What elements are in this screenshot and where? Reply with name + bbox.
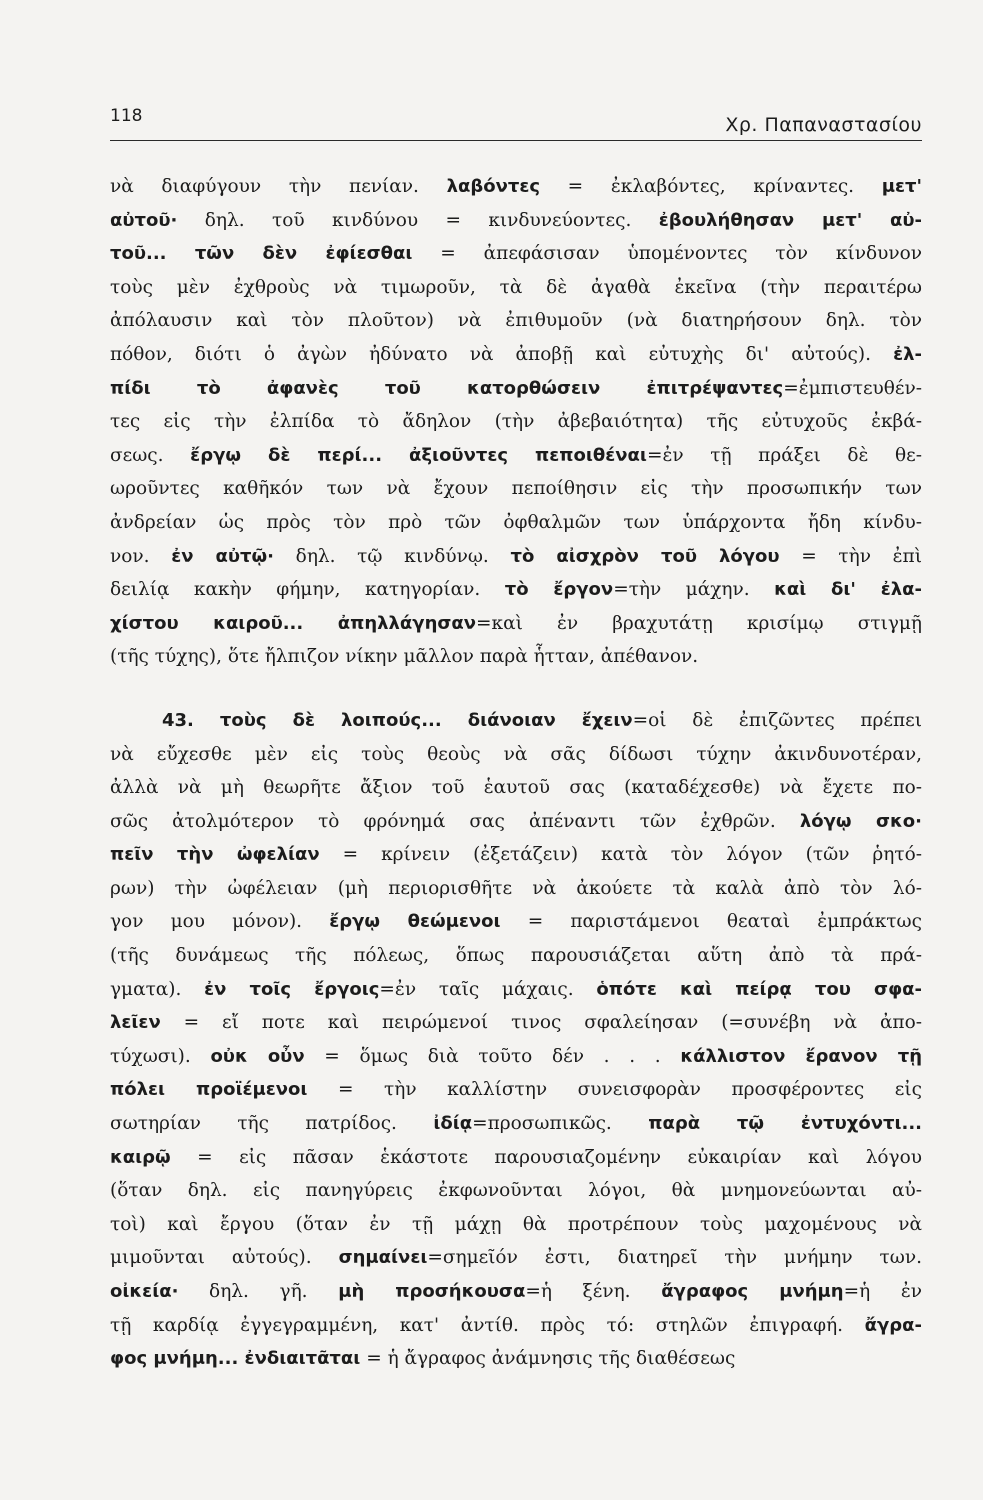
lemma-bold: 43. τοὺς δὲ λοιπούς... διάνοιαν ἔχειν [162, 709, 633, 731]
gloss-text: = εἰς πᾶσαν ἑκάστοτε παρουσιαζομένην εὐκαιρίαν καὶ λόγου [170, 1146, 922, 1168]
gloss-text: νὰ εὔχεσθε μὲν εἰς τοὺς θεοὺς νὰ σᾶς δίδωσι τύχην ἀκινδυνοτέραν, [110, 743, 922, 765]
lemma-bold: ἔργῳ δὲ περί... ἀξιοῦντες πεποιθέναι [190, 444, 647, 466]
lemma-bold: σημαίνει [338, 1247, 428, 1269]
lemma-bold: λαβόντες [446, 176, 541, 197]
text-line [110, 338, 922, 372]
gloss-text: σῶς ἀτολμότερον τὸ φρόνημά σας ἀπέναντι τῶν ἐχθρῶν. [110, 810, 800, 832]
text-line [110, 1141, 922, 1175]
lemma-bold: ὁπότε καὶ πείρᾳ του σφα- [596, 978, 922, 1000]
lemma-bold: λεῖεν [110, 1012, 161, 1034]
lemma-bold: οὐκ οὖν [210, 1045, 305, 1067]
lemma-bold: πίδι τὸ ἀφανὲς τοῦ κατορθώσειν ἐπιτρέψαντες [110, 377, 784, 399]
text-line [110, 372, 922, 406]
text-line [110, 1040, 922, 1074]
gloss-text: ἀνδρείαν ὡς πρὸς τὸν πρὸ τῶν ὀφθαλμῶν των ὑπάρχοντα ἤδη κίνδυ- [110, 511, 922, 533]
lemma-bold: τὸ ἔργον [504, 579, 614, 601]
gloss-text: ἀπόλαυσιν καὶ τὸν πλοῦτον) νὰ ἐπιθυμοῦν (νὰ διατηρήσουν δηλ. τὸν [110, 310, 922, 332]
gloss-text: =ἐν τῇ πράξει δὲ θε- [646, 444, 922, 466]
text-line [110, 506, 922, 540]
gloss-text: (ὅταν δηλ. εἰς πανηγύρεις ἐκφωνοῦνται λόγοι, θὰ μνημονεύωνται αὐ- [110, 1180, 922, 1202]
lemma-bold: αὐτοῦ· [110, 209, 178, 231]
gloss-text: δειλίᾳ κακὴν φήμην, κατηγορίαν. [110, 579, 505, 601]
gloss-text: = ἐκλαβόντες, κρίναντες. [540, 176, 882, 197]
gloss-text: = ἀπεφάσισαν ὑπομένοντες τὸν κίνδυνον [412, 243, 922, 265]
lemma-bold: ἐβουλήθησαν μετ' αὐ- [658, 209, 922, 231]
gloss-text: σωτηρίαν τῆς πατρίδος. [110, 1113, 434, 1135]
gloss-text: δηλ. τοῦ κινδύνου = κινδυνεύοντες. [177, 209, 659, 231]
text-line [110, 905, 922, 939]
text-line [110, 771, 922, 805]
text-line [110, 872, 922, 906]
lemma-bold: οἰκεία· [110, 1281, 179, 1302]
gloss-text: δηλ. γῆ. [178, 1281, 339, 1302]
text-line [110, 170, 922, 204]
lemma-bold: ἐν αὐτῷ· [171, 545, 275, 567]
gloss-text: =ἐν ταῖς μάχαις. [379, 978, 597, 1000]
page-header [110, 100, 922, 141]
gloss-text: (τῆς δυνάμεως τῆς πόλεως, ὅπως παρουσιάζεται αὕτη ἀπὸ τὰ πρά- [110, 945, 922, 967]
gloss-text: =ἐμπιστευθέν- [783, 377, 922, 399]
lemma-bold: καὶ δι' ἐλα- [774, 579, 922, 601]
gloss-text: πόθον, διότι ὁ ἀγὼν ἠδύνατο νὰ ἀποβῇ καὶ εὐτυχὴς δι' αὐτούς). [110, 343, 894, 365]
lemma-bold: χίστου καιροῦ... ἀπηλλάγησαν [110, 612, 477, 634]
gloss-text: σεως. [110, 444, 191, 466]
text-line [110, 304, 922, 338]
gloss-text: =οἱ δὲ ἐπιζῶντες πρέπει [632, 709, 922, 731]
text-line [110, 738, 922, 772]
gloss-text: γματα). [110, 978, 205, 1000]
text-line [110, 1073, 922, 1107]
gloss-text: = ἡ ἄγραφος ἀνάμνησις τῆς διαθέσεως [360, 1348, 736, 1370]
text-line [110, 805, 922, 839]
gloss-text: ρων) τὴν ὠφέλειαν (μὴ περιορισθῆτε νὰ ἀκούετε τὰ καλὰ ἀπὸ τὸν λό- [110, 877, 922, 899]
gloss-text: = εἴ ποτε καὶ πειρώμενοί τινος σφαλείησαν (=συνέβη νὰ ἀπο- [160, 1012, 922, 1034]
lemma-bold: φος μνήμη... ἐνδιαιτᾶται [110, 1348, 361, 1370]
text-line [110, 1174, 922, 1208]
text-line [110, 973, 922, 1007]
text-line [110, 204, 922, 238]
gloss-text: =ἡ ἐν [843, 1281, 922, 1302]
gloss-text: =τὴν μάχην. [613, 579, 775, 601]
gloss-text: μιμοῦνται αὐτούς). [110, 1247, 339, 1269]
gloss-text: =σημεῖόν ἐστι, διατηρεῖ τὴν μνήμην των. [427, 1247, 922, 1269]
text-line [110, 1275, 922, 1309]
lemma-bold: ἄγρα- [864, 1314, 922, 1336]
text-line [110, 1309, 922, 1343]
text-line [110, 1107, 922, 1141]
lemma-bold: ἔργῳ θεώμενοι [329, 911, 501, 933]
text-line [110, 405, 922, 439]
text-line [110, 540, 922, 574]
text-line [110, 472, 922, 506]
gloss-text: = ὅμως διὰ τοῦτο δέν . . . [304, 1045, 681, 1067]
lemma-bold: τὸ αἰσχρὸν τοῦ λόγου [510, 545, 780, 567]
text-line [110, 607, 922, 641]
gloss-text: = τὴν ἐπὶ [779, 545, 922, 567]
gloss-text: =ἡ ξένη. [525, 1281, 662, 1302]
lemma-bold: λόγῳ σκο· [799, 810, 922, 832]
gloss-text: γον μου μόνον). [110, 911, 330, 933]
gloss-text: = παριστάμενοι θεαταὶ ἐμπράκτως [500, 911, 922, 933]
gloss-text: δηλ. τῷ κινδύνῳ. [274, 545, 511, 567]
text-line [110, 640, 922, 674]
gloss-text: τοὺς μὲν ἐχθροὺς νὰ τιμωροῦν, τὰ δὲ ἀγαθὰ ἐκεῖνα (τὴν περαιτέρω [110, 276, 922, 298]
gloss-text: τοὶ) καὶ ἔργου (ὅταν ἐν τῇ μάχῃ θὰ προτρέπουν τοὺς μαχομένους νὰ [110, 1213, 922, 1235]
lemma-bold: ἰδίᾳ [433, 1113, 473, 1135]
lemma-bold: πεῖν τὴν ὠφελίαν [110, 844, 320, 866]
text-line [110, 1342, 922, 1376]
lemma-bold: παρὰ τῷ ἐντυχόντι... [648, 1113, 922, 1135]
lemma-bold: ἐλ- [893, 343, 922, 365]
text-line [110, 1241, 922, 1275]
gloss-text: τῇ καρδίᾳ ἐγγεγραμμένη, κατ' ἀντίθ. πρὸς τό: στηλῶν ἐπιγραφή. [110, 1314, 865, 1336]
lemma-bold: πόλει προϊέμενοι [110, 1079, 308, 1101]
lemma-bold: μὴ προσήκουσα [338, 1281, 526, 1302]
lemma-bold: ἐν τοῖς ἔργοις [204, 978, 380, 1000]
gloss-text: = κρίνειν (ἐξετάζειν) κατὰ τὸν λόγον (τῶν ῥητό- [319, 844, 922, 866]
gloss-text: νον. [110, 545, 172, 567]
lemma-bold: κάλλιστον ἔρανον τῇ [680, 1045, 922, 1067]
lemma-bold: μετ' [881, 176, 922, 197]
text-line [110, 439, 922, 473]
gloss-text: ωροῦντες καθῆκόν των νὰ ἔχουν πεποίθησιν εἰς τὴν προσωπικήν των [110, 478, 922, 500]
paragraph-gap [110, 674, 922, 704]
text-line [110, 939, 922, 973]
text-line [110, 573, 922, 607]
commentary-text [110, 170, 922, 1376]
gloss-text: τύχωσι). [110, 1045, 211, 1067]
text-line [110, 237, 922, 271]
gloss-text: (τῆς τύχης), ὅτε ἤλπιζον νίκην μᾶλλον παρὰ ἧτταν, ἀπέθανον. [110, 646, 699, 668]
gloss-text: =καὶ ἐν βραχυτάτῃ κρισίμῳ στιγμῇ [476, 612, 922, 634]
page-number: 118 [110, 106, 143, 126]
lemma-bold: ἄγραφος μνήμη [661, 1281, 844, 1302]
text-line [110, 1208, 922, 1242]
text-line [110, 704, 922, 738]
text-line [110, 838, 922, 872]
lemma-bold: τοῦ... τῶν δὲν ἐφίεσθαι [110, 243, 413, 265]
gloss-text: = τὴν καλλίστην συνεισφορὰν προσφέροντες εἰς [307, 1079, 922, 1101]
gloss-text: τες εἰς τὴν ἐλπίδα τὸ ἄδηλον (τὴν ἀβεβαιότητα) τῆς εὐτυχοῦς ἐκβά- [110, 411, 922, 433]
gloss-text: =προσωπικῶς. [472, 1113, 649, 1135]
gloss-text: ἀλλὰ νὰ μὴ θεωρῆτε ἄξιον τοῦ ἑαυτοῦ σας (καταδέχεσθε) νὰ ἔχετε πο- [110, 777, 922, 799]
running-head: Χρ. Παπαναστασίου [725, 114, 922, 136]
lemma-bold: καιρῷ [110, 1146, 171, 1168]
text-line [110, 271, 922, 305]
text-line [110, 1006, 922, 1040]
gloss-text: νὰ διαφύγουν τὴν πενίαν. [110, 176, 447, 197]
